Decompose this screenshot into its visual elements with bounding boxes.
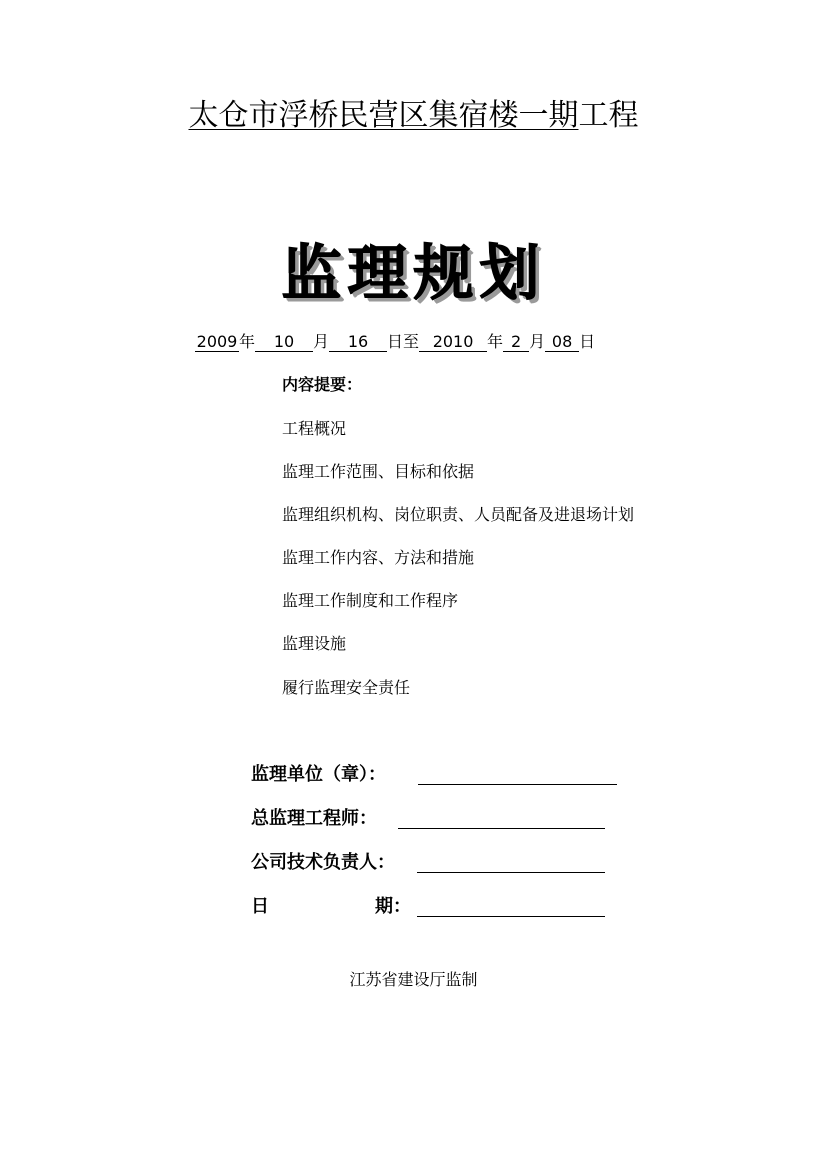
- start-month: 10: [255, 333, 313, 352]
- tech-lead-line: [417, 872, 605, 873]
- month-char-1: 月: [313, 332, 330, 351]
- summary-item: 监理组织机构、岗位职责、人员配备及进退场计划: [282, 505, 635, 524]
- chief-engineer-line: [398, 828, 605, 829]
- supervision-unit-label: 监理单位（章）：: [251, 764, 386, 785]
- month-char-2: 月: [529, 332, 546, 351]
- summary-item: 工程概况: [282, 419, 347, 438]
- date-signature-line: [417, 916, 605, 917]
- end-month: 2: [503, 333, 529, 352]
- supervision-unit-line: [418, 784, 617, 785]
- year-char-2: 年: [487, 332, 504, 351]
- day-to: 日至: [387, 332, 420, 351]
- end-day: 08: [545, 333, 579, 352]
- date-range-line: [195, 331, 595, 353]
- project-title-rest: 工程: [578, 98, 639, 133]
- summary-item: 监理设施: [282, 634, 347, 653]
- start-day: 16: [329, 333, 387, 352]
- year-char-1: 年: [239, 332, 256, 351]
- chief-engineer-label: 总监理工程师：: [251, 808, 377, 829]
- start-year: 2009: [196, 332, 238, 351]
- summary-item: 监理工作制度和工作程序: [282, 591, 459, 610]
- document-title: 监理规划: [281, 239, 546, 309]
- date-label-second: 期：: [375, 896, 411, 917]
- summary-heading: 内容提要：: [282, 375, 363, 394]
- date-label-first: 日: [251, 896, 269, 917]
- tech-lead-label: 公司技术负责人：: [251, 852, 395, 873]
- end-year: 2010: [419, 333, 487, 352]
- summary-item: 监理工作内容、方法和措施: [282, 548, 475, 567]
- project-title-underlined: 太仓市浮桥民营区集宿楼一期: [188, 98, 579, 133]
- supervised-by: 江苏省建设厅监制: [349, 970, 478, 989]
- summary-item: 监理工作范围、目标和依据: [282, 462, 475, 481]
- summary-item: 履行监理安全责任: [282, 678, 411, 697]
- project-title: [0, 96, 827, 136]
- day-char: 日: [579, 332, 596, 351]
